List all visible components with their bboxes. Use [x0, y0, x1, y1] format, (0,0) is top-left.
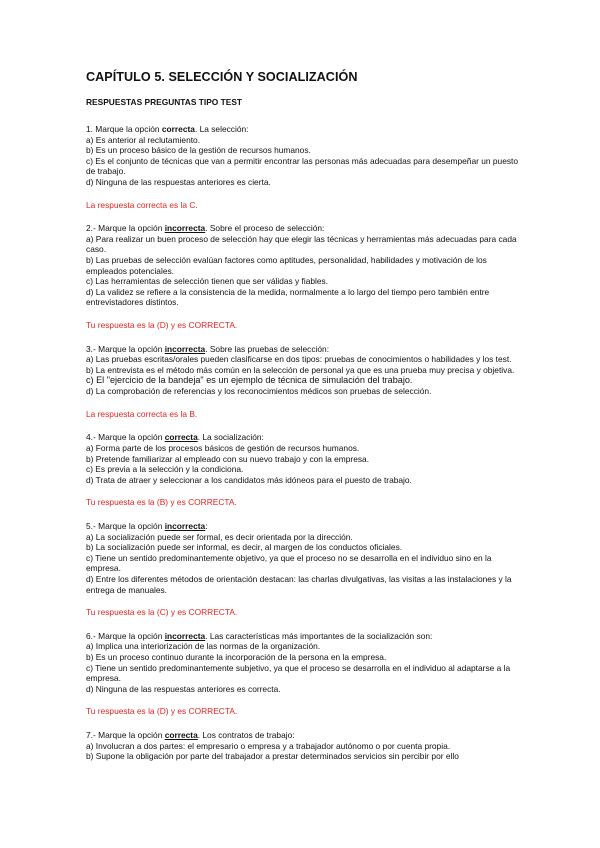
question-text: 2.- Marque la opción incorrecta. Sobre el proceso de selección: [86, 223, 325, 234]
question-5 [86, 521, 520, 618]
option-b: b) La socialización puede ser informal, es decir, al margen de los conductos oficiales. [86, 542, 403, 553]
question-keyword: incorrecta [164, 223, 206, 234]
option-a: a) Es anterior al reclutamiento. [86, 134, 201, 145]
option-a: a) La socialización puede ser formal, es decir orientada por la dirección. [86, 531, 353, 542]
option-a: a) Implica una interiorización de las normas de la organización. [86, 641, 321, 652]
question-keyword: correcta [164, 432, 198, 443]
option-c: c) Es previa a la selección y la condiciona. [86, 464, 244, 475]
question-text: 4.- Marque la opción correcta. La socialización: [86, 432, 264, 443]
option-b: b) Supone la obligación por parte del trabajador a prestar determinados servicios sin percibir por ello [86, 751, 459, 762]
option-a: a) Involucran a dos partes: el empresario o empresa y a trabajador autónomo o por cuenta propia. [86, 740, 451, 751]
question-keyword: incorrecta [164, 521, 206, 532]
option-b: b) Es un proceso continuo durante la incorporación de la persona en la empresa. [86, 651, 387, 662]
option-c: c) Tiene un sentido predominantemente subjetivo, ya que el proceso se desarrolla en el individuo al adaptarse a la empresa. [86, 662, 511, 684]
answer-feedback: La respuesta correcta es la C. [86, 199, 198, 210]
answer-feedback: Tu respuesta es la (D) y es CORRECTA. [86, 319, 238, 330]
option-b: b) La entrevista es el método más común en la selección de personal ya que es una prueba muy precisa y objetiva. [86, 364, 515, 375]
chapter-title: CAPÍTULO 5. SELECCIÓN Y SOCIALIZACIÓN [86, 70, 358, 84]
question-7 [86, 730, 520, 762]
option-a: a) Forma parte de los procesos básicos de gestión de recursos humanos. [86, 443, 360, 454]
question-keyword: incorrecta [164, 630, 206, 641]
option-d: d) La validez se refiere a la consistencia de la medida, normalmente a lo largo del tiempo pero también entre entrevistadores distintos. [86, 286, 490, 308]
question-4 [86, 432, 520, 508]
question-keyword: correcta [161, 124, 195, 134]
option-b: b) Es un proceso básico de la gestión de recursos humanos. [86, 145, 311, 156]
question-text: 3.- Marque la opción incorrecta. Sobre las pruebas de selección: [86, 343, 330, 354]
answer-feedback: Tu respuesta es la (C) y es CORRECTA. [86, 607, 238, 618]
option-d: d) Ninguna de las respuestas anteriores es correcta. [86, 683, 281, 694]
question-keyword: incorrecta [164, 343, 206, 354]
question-1 [86, 124, 520, 210]
option-d: d) Trata de atraer y seleccionar a los candidatos más idóneos para el puesto de trabajo. [86, 474, 412, 485]
option-c: c) El "ejercicio de la bandeja" es un ejemplo de técnica de simulación del trabajo. [86, 375, 413, 386]
option-a: a) Para realizar un buen proceso de selección hay que elegir las técnicas y herramientas más adecuadas para cada caso. [86, 233, 517, 255]
question-keyword: correcta [164, 729, 198, 740]
option-a: a) Las pruebas escritas/orales pueden clasificarse en dos tipos: pruebas de conocimientos o habilidades y los test. [86, 354, 512, 365]
question-text: 6.- Marque la opción incorrecta. Las características más importantes de la socialización son: [86, 630, 433, 641]
question-2 [86, 223, 520, 330]
question-6 [86, 631, 520, 717]
section-subtitle: RESPUESTAS PREGUNTAS TIPO TEST [86, 97, 243, 107]
option-d: d) Entre los diferentes métodos de orientación destacan: las charlas divulgativas, las visitas a las instalaciones y la entrega de manuales. [86, 574, 512, 595]
question-text: 1. Marque la opción correcta. La selección: [86, 124, 249, 134]
question-text: 7.- Marque la opción correcta. Los contratos de trabajo: [86, 729, 295, 740]
option-c: c) Las herramientas de selección tienen que ser válidas y fiables. [86, 276, 329, 287]
answer-feedback: La respuesta correcta es la B. [86, 408, 198, 419]
question-3 [86, 344, 520, 420]
option-c: c) Es el conjunto de técnicas que van a permitir encontrar las personas más adecuadas para desempeñar un puesto de trabajo. [86, 155, 519, 177]
option-d: d) Ninguna de las respuestas anteriores es cierta. [86, 176, 271, 187]
option-b: b) Las pruebas de selección evalúan factores como aptitudes, personalidad, habilidades y motivación de los empleados potenciales. [86, 254, 487, 276]
option-d: d) La comprobación de referencias y los reconocimientos médicos son pruebas de selección. [86, 386, 432, 397]
option-b: b) Pretende familiarizar al empleado con su nuevo trabajo y con la empresa. [86, 453, 370, 464]
answer-feedback: Tu respuesta es la (D) y es CORRECTA. [86, 706, 238, 717]
question-text: 5.- Marque la opción incorrecta: [86, 521, 208, 532]
option-c: c) Tiene un sentido predominantemente objetivo, ya que el proceso no se desarrolla en el individuo sino en la empresa. [86, 552, 492, 574]
answer-feedback: Tu respuesta es la (B) y es CORRECTA. [86, 497, 237, 508]
